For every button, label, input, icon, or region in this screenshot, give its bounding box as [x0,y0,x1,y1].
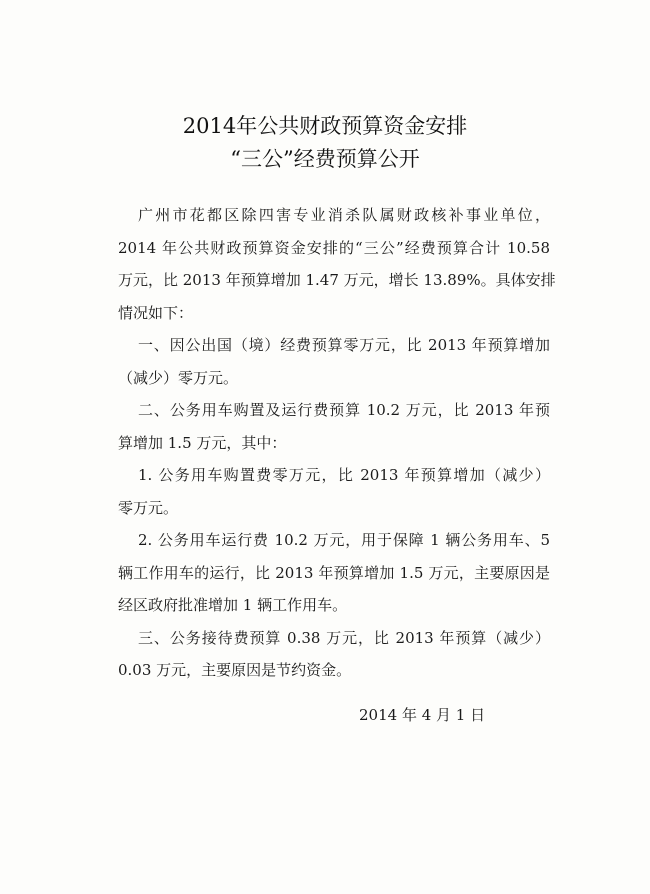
document-body [118,199,556,687]
paragraph-line: 一、因公出国（境）经费预算零万元，比 2013 年预算增加 [138,336,550,354]
document-date: 2014 年 4 月 1 日 [359,706,486,724]
paragraph-line: 经区政府批准增加 1 辆工作用车。 [118,596,348,614]
paragraph-line: 二、公务用车购置及运行费预算 10.2 万元，比 2013 年预 [138,401,550,419]
paragraph-line: 广州市花都区除四害专业消杀队属财政核补事业单位， [138,206,550,224]
paragraph-line: 0.03 万元，主要原因是节约资金。 [118,661,352,679]
paragraph-line: 三、公务接待费预算 0.38 万元，比 2013 年预算（减少） [138,628,550,647]
paragraph-line: 情况如下： [118,303,194,322]
document-title-line1: 2014年公共财政预算资金安排 [182,114,468,138]
paragraph-line: （减少）零万元。 [118,368,239,387]
paragraph-line: 2014 年公共财政预算资金安排的“三公”经费预算合计 10.58 [118,238,550,257]
paragraph-line: 1. 公务用车购置费零万元，比 2013 年预算增加（减少） [138,466,550,484]
document-title-line2: “三公”经费预算公开 [230,147,420,171]
paragraph-line: 算增加 1.5 万元，其中： [118,433,287,452]
paragraph-line: 零万元。 [118,498,179,517]
paragraph-line: 2. 公务用车运行费 10.2 万元，用于保障 1 辆公务用车、5 [138,531,550,549]
paragraph-line: 万元，比 2013 年预算增加 1.47 万元，增长 13.89%。具体安排 [118,271,556,289]
paragraph-line: 辆工作用车的运行，比 2013 年预算增加 1.5 万元，主要原因是 [118,563,550,582]
